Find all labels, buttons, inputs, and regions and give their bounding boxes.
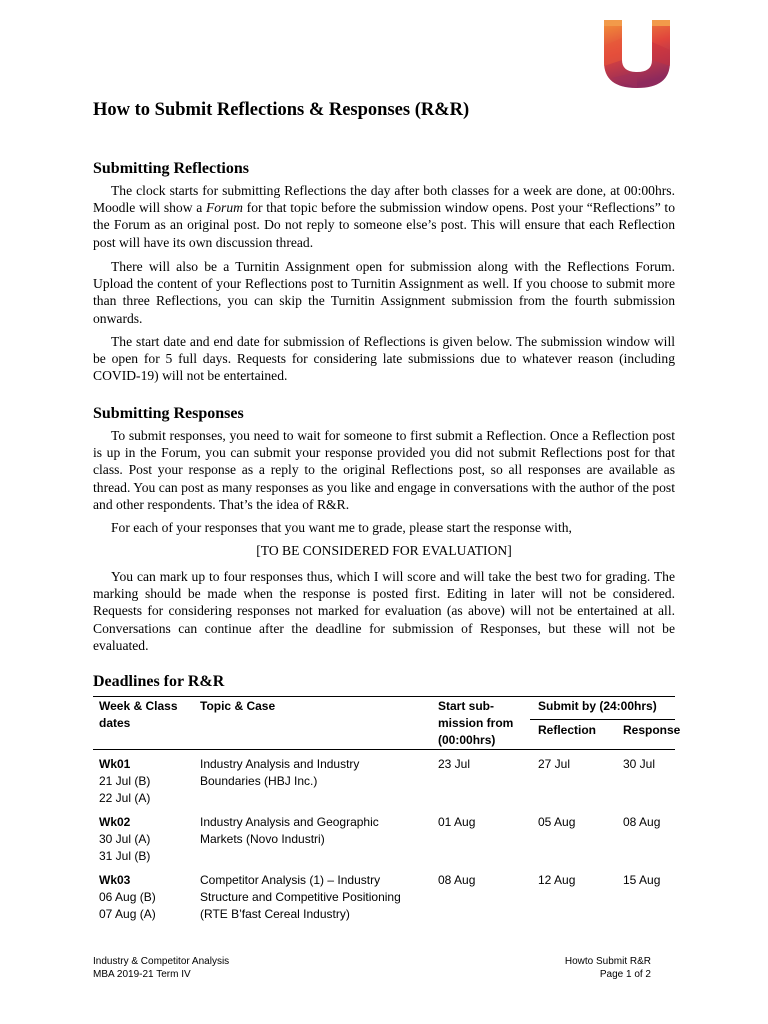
week-cell: Wk02 30 Jul (A) 31 Jul (B): [99, 815, 151, 863]
topic-cell: Competitor Analysis (1) – Industry Structure and Competitive Positioning (RTE B’fast Cereal Industry): [200, 873, 401, 921]
header-reflection: Reflection: [538, 723, 597, 737]
table-rule: [93, 696, 675, 697]
start-cell: 01 Aug: [438, 815, 476, 829]
topic-cell: Industry Analysis and Geographic Markets (Novo Industri): [200, 815, 379, 846]
paragraph: To submit responses, you need to wait for someone to first submit a Reflection. Once a Reflection post is up in the Forum, you can submit your response provided you did not submit Reflections post for that class. Post your response as a reply to the original Reflections post, so all responses are available as thread. You can post as many responses as you like and engage in conversations with the author of the post and other respondents. That’s the idea of R&R.: [93, 428, 675, 512]
section-heading-reflections: Submitting Reflections: [93, 160, 249, 177]
header-response: Response: [623, 723, 681, 737]
header-topic: Topic & Case: [200, 699, 276, 713]
response-cell: 30 Jul: [623, 757, 656, 771]
reflection-cell: 27 Jul: [538, 757, 571, 771]
header-start: Start sub- mission from (00:00hrs): [438, 699, 514, 747]
paragraph: For each of your responses that you want me to grade, please start the response with,: [111, 520, 572, 535]
footer-right: Howto Submit R&R Page 1 of 2: [564, 956, 651, 980]
university-logo: [602, 16, 672, 90]
response-cell: 15 Aug: [623, 873, 661, 887]
table-rule: [530, 719, 675, 720]
topic-cell: Industry Analysis and Industry Boundaries (HBJ Inc.): [200, 757, 360, 788]
header-submit-by: Submit by (24:00hrs): [538, 699, 657, 713]
page-number: Page 1 of 2: [599, 969, 651, 980]
evaluation-tag-text: [TO BE CONSIDERED FOR EVALUATION]: [256, 543, 512, 558]
start-cell: 23 Jul: [438, 757, 471, 771]
footer-left: Industry & Competitor Analysis MBA 2019-21 Term IV: [93, 956, 230, 980]
reflection-cell: 05 Aug: [538, 815, 576, 829]
table-rule: [93, 749, 675, 750]
page-title: How to Submit Reflections & Responses (R&R): [93, 100, 470, 120]
week-cell: Wk03 06 Aug (B) 07 Aug (A): [99, 873, 156, 921]
paragraph: There will also be a Turnitin Assignment open for submission along with the Reflections Forum. Upload the content of your Reflections post to Turnitin Assignment as well. If you choose to submit more than three Reflections, you can skip the Turnitin Assignment submission from the fourth submission onwards.: [93, 259, 675, 326]
header-week: Week & Class dates: [99, 699, 178, 730]
paragraph: The start date and end date for submission of Reflections is given below. The submission window will be open for 5 full days. Requests for considering late submissions due to whatever reason (including COVID-19) will not be entertained.: [93, 334, 675, 384]
reflection-cell: 12 Aug: [538, 873, 576, 887]
section-heading-deadlines: Deadlines for R&R: [93, 673, 225, 690]
paragraph: You can mark up to four responses thus, which I will score and will take the best two for grading. The marking should be made when the response is posted first. Editing in later will not be considered. Requests for considering responses not marked for evaluation (as above) will not be entertained at all. Conversations can continue after the deadline for submission of Responses, but these will not be evaluated.: [93, 569, 675, 653]
start-cell: 08 Aug: [438, 873, 476, 887]
paragraph: The clock starts for submitting Reflections the day after both classes for a week are done, at 00:00hrs. Moodle will show a Forum for that topic before the submission window opens. Post your “Reflections” to the Forum as an original post. Do not reply to someone else’s post. This will ensure that each Reflection post will have its own discussion thread.: [93, 183, 676, 250]
response-cell: 08 Aug: [623, 815, 661, 829]
week-cell: Wk01 21 Jul (B) 22 Jul (A): [99, 757, 151, 805]
section-heading-responses: Submitting Responses: [93, 405, 244, 422]
